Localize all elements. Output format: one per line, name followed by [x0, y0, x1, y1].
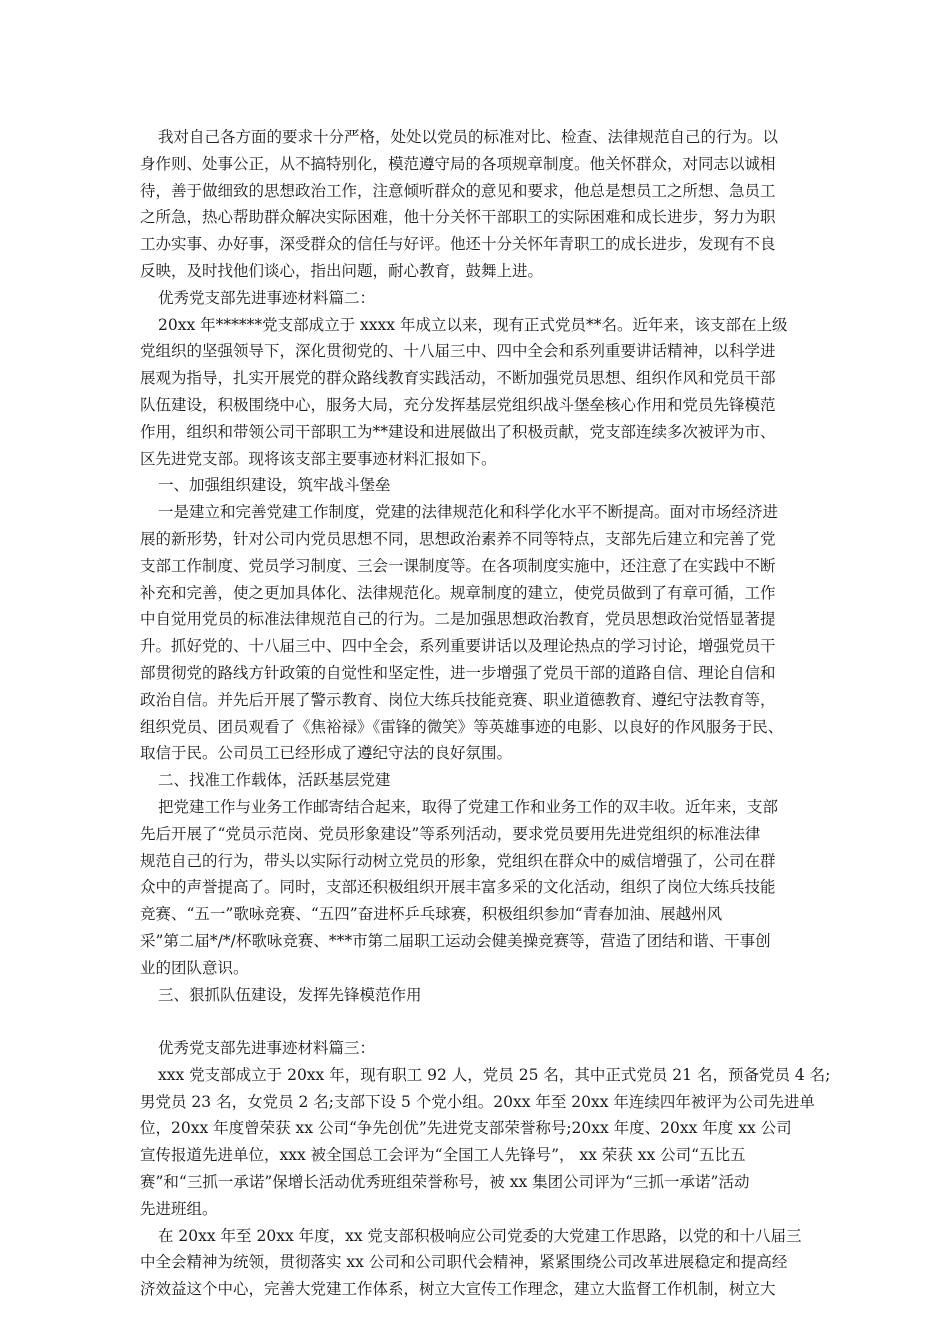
text-line: 待，善于做细致的思想政治工作，注意倾听群众的意见和要求，他总是想员工之所想、急员工: [140, 181, 776, 200]
subheading-two: [140, 767, 810, 794]
heading-line: 优秀党支部先进事迹材料篇三：: [158, 1039, 376, 1058]
section-heading-part-two: [140, 285, 810, 312]
text-line: 20xx 年******党支部成立于 xxxx 年成立以来，现有正式党员**名。近年来，该支部在上级: [158, 315, 788, 334]
text-line: 中自觉用党员的标准法律规范自己的行为。二是加强思想政治教育，党员思想政治觉悟显著提: [140, 610, 776, 629]
text-line: 男党员 23 名，女党员 2 名;支部下设 5 个党小组。20xx 年至 20xx 年连续四年被评为公司先进单: [140, 1092, 815, 1111]
text-line: 展的新形势，针对公司内党员思想不同，思想政治素养不同等特点，支部先后建立和完善了党: [140, 529, 776, 548]
text-line: 身作则、处事公正，从不搞特别化，模范遵守局的各项规章制度。他关怀群众，对同志以诚相: [140, 154, 776, 173]
subheading-one: [140, 472, 810, 499]
heading-line: 优秀党支部先进事迹材料篇二：: [158, 288, 376, 307]
text-line: xxx 党支部成立于 20xx 年，现有职工 92 人，党员 25 名，其中正式党员 21 名，预备党员 4 名;: [158, 1065, 831, 1084]
text-line: 位，20xx 年度曾荣获 xx 公司“争先创优”先进党支部荣誉称号;20xx 年度、20xx 年度 xx 公司: [140, 1119, 792, 1138]
text-line: 取信于民。公司员工已经形成了遵纪守法的良好氛围。: [140, 744, 513, 763]
text-line: 宣传报道先进单位，xxx 被全国总工会评为“全国工人先锋号”， xx 荣获 xx 公司“五比五: [140, 1146, 746, 1165]
text-line: 规范自己的行为，带头以实际行动树立党员的形象，党组织在群众中的威信增强了，公司在群: [140, 851, 776, 870]
text-line: 济效益这个中心，完善大党建工作体系，树立大宣传工作理念，建立大监督工作机制，树立大: [140, 1280, 776, 1299]
text-line: 把党建工作与业务工作邮寄结合起来，取得了党建工作和业务工作的双丰收。近年来，支部: [158, 797, 779, 816]
text-line: 补充和完善，使之更加具体化、法律规范化。规章制度的建立，使党员做到了有章可循，工作: [140, 583, 776, 602]
text-line: 工办实事、办好事，深受群众的信任与好评。他还十分关怀年青职工的成长进步，发现有不良: [140, 235, 776, 254]
heading-line: 二、找准工作载体，活跃基层党建: [158, 771, 391, 790]
heading-line: 一、加强组织建设，筑牢战斗堡垒: [158, 476, 391, 495]
text-line: 业的团队意识。: [140, 958, 249, 977]
text-line: 先后开展了“党员示范岗、党员形象建设”等系列活动，要求党员要用先进党组织的标准法律: [140, 824, 761, 843]
text-line: 区先进党支部。现将该支部主要事迹材料汇报如下。: [140, 449, 497, 468]
text-line: 竞赛、“五一”歌咏竞赛、“五四”奋进杯乒乓球赛，积极组织参加“青春加油、展越州风: [140, 905, 723, 924]
text-line: 采”第二届*/*/杯歌咏竞赛、***市第二届职工运动会健美操竞赛等，营造了团结和谐、干事创: [140, 931, 771, 950]
text-line: 我对自己各方面的要求十分严格，处处以党员的标准对比、检查、法律规范自己的行为。以: [158, 128, 779, 146]
paragraph-intro: [140, 124, 810, 285]
heading-line: 三、狠抓队伍建设，发挥先锋模范作用: [158, 985, 422, 1004]
text-line: 赛”和“三抓一承诺”保增长活动优秀班组荣誉称号，被 xx 集团公司评为“三抓一承诺”活动: [140, 1173, 750, 1192]
section-heading-part-three: [140, 1035, 810, 1062]
text-line: 队伍建设，积极围绕中心，服务大局，充分发挥基层党组织战斗堡垒核心作用和党员先锋模范: [140, 395, 776, 414]
paragraph-part-two-intro: [140, 312, 810, 473]
text-line: 在 20xx 年至 20xx 年度，xx 党支部积极响应公司党委的大党建工作思路，以党的和十八届三: [158, 1226, 802, 1245]
text-line: 众中的声誉提高了。同时，支部还积极组织开展丰富多采的文化活动，组织了岗位大练兵技能: [140, 878, 776, 897]
paragraph-organization: [140, 499, 810, 767]
blank-gap: [140, 1008, 810, 1035]
text-line: 展观为指导，扎实开展党的群众路线教育实践活动，不断加强党员思想、组织作风和党员干部: [140, 369, 776, 388]
paragraph-party-work: [140, 1223, 810, 1303]
text-line: 组织党员、团员观看了《焦裕禄》《雷锋的微笑》等英雄事迹的电影、以良好的作风服务于民、: [140, 717, 784, 736]
text-line: 反映，及时找他们谈心，指出问题，耐心教育，鼓舞上进。: [140, 261, 544, 280]
text-line: 作用，组织和带领公司干部职工为**建设和进展做出了积极贡献，党支部连续多次被评为市、: [140, 422, 776, 441]
text-line: 支部工作制度、党员学习制度、三会一课制度等。在各项制度实施中，还注意了在实践中不断: [140, 556, 776, 575]
paragraph-work-carrier: [140, 794, 810, 982]
text-line: 部贯彻党的路线方针政策的自觉性和坚定性，进一步增强了党员干部的道路自信、理论自信和: [140, 663, 776, 682]
text-line: 之所急，热心帮助群众解决实际困难，他十分关怀干部职工的实际困难和成长进步，努力为职: [140, 208, 776, 227]
subheading-three: [140, 982, 810, 1009]
document-page: [140, 124, 831, 1303]
text-line: 中全会精神为统领，贯彻落实 xx 公司和公司职代会精神，紧紧围绕公司改革进展稳定和提高经: [140, 1253, 788, 1272]
text-line: 一是建立和完善党建工作制度，党建的法律规范化和科学化水平不断提高。面对市场经济进: [158, 503, 779, 522]
text-line: 先进班组。: [140, 1199, 218, 1218]
text-line: 升。抓好党的、十八届三中、四中全会，系列重要讲话以及理论热点的学习讨论，增强党员干: [140, 637, 776, 656]
text-line: 政治自信。并先后开展了警示教育、岗位大练兵技能竞赛、职业道德教育、遵纪守法教育等，: [140, 690, 776, 709]
paragraph-part-three-intro: [140, 1062, 831, 1223]
text-line: 党组织的坚强领导下，深化贯彻党的、十八届三中、四中全会和系列重要讲话精神，以科学进: [140, 342, 776, 361]
